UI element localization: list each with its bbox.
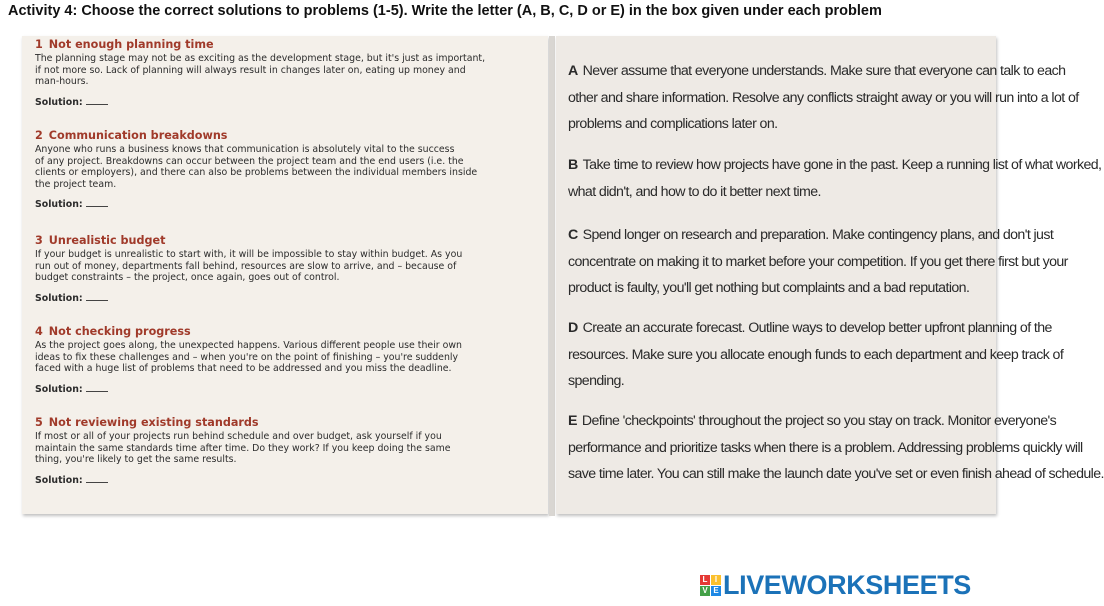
logo-text: LIVEWORKSHEETS (723, 569, 971, 600)
text-line: man-hours. (35, 76, 89, 88)
problem-description (35, 249, 540, 284)
solution-row (35, 95, 540, 108)
problem-description (35, 53, 540, 88)
solution-label: Solution: (35, 199, 83, 211)
text-line: performance and prioritize tasks when there is a problem. Addressing problems quickly will (568, 439, 1083, 456)
problem-5 (35, 416, 540, 486)
option-letter: D (568, 320, 578, 336)
text-line: Define 'checkpoints' throughout the project so you stay on track. Monitor everyone's (581, 413, 1057, 429)
solution-answer-box[interactable] (86, 95, 108, 105)
option-c (568, 222, 1068, 302)
problem-1 (35, 38, 540, 108)
option-d (568, 315, 1064, 395)
logo-mark-tile: V (700, 586, 710, 596)
problem-2 (35, 129, 540, 210)
problem-number: 4 (35, 325, 43, 338)
text-line: save time later. You can still make the launch date you've set or even finish ahead of schedule. (568, 466, 1104, 482)
text-line: the project team. (35, 178, 117, 190)
problem-4 (35, 325, 540, 395)
text-line: problems and complications later on. (568, 116, 778, 132)
solution-label: Solution: (35, 474, 83, 486)
solution-row (35, 382, 540, 395)
problems-panel (22, 36, 548, 514)
logo-mark-tile: E (711, 586, 721, 596)
solution-row (35, 291, 540, 304)
problem-title-text: Not reviewing existing standards (48, 416, 259, 429)
text-line: clients or employers), and there can also be problems between the individual members inside (35, 167, 478, 179)
logo-mark-tile: L (700, 575, 710, 585)
activity-instructions: Activity 4: Choose the correct solutions to problems (1-5). Write the letter (A, B, C, D or E) in the box given under each problem (8, 3, 882, 19)
option-a (568, 58, 1079, 138)
text-line: product is faulty, you'll get nothing but complaints and a bad reputation. (568, 280, 970, 296)
text-line: budget constraints – the project, once again, goes out of control. (35, 272, 340, 284)
text-line: run out of money, departments fall behind, resources are slow to arrive, and – because of (35, 260, 457, 272)
problem-title-text: Communication breakdowns (48, 129, 228, 142)
problem-number: 5 (35, 416, 43, 429)
solution-answer-box[interactable] (86, 291, 108, 301)
solution-label: Solution: (35, 383, 83, 395)
text-line: If most or all of your projects run behind schedule and over budget, ask yourself if you (35, 431, 442, 442)
problem-title (35, 325, 540, 338)
text-line: if not more so. Lack of planning will always result in changes later on, eating up money and (35, 64, 466, 76)
option-e (568, 408, 1104, 488)
text-line: other and share information. Resolve any conflicts straight away or you will run into a lot of (568, 89, 1079, 106)
problem-title-text: Not checking progress (48, 325, 191, 338)
text-line: Never assume that everyone understands. Make sure that everyone can talk to each (582, 63, 1066, 79)
solution-answer-box[interactable] (86, 197, 108, 207)
solution-label: Solution: (35, 292, 83, 304)
text-line: of any project. Breakdowns can occur between the project team and the end users (i.e. the (35, 155, 464, 167)
logo-mark-tile: I (711, 575, 721, 585)
option-letter: E (568, 413, 577, 429)
problem-3 (35, 234, 540, 304)
text-line: maintain the same standards time after time. Do they work? If you keep doing the same (35, 442, 451, 454)
problem-number: 2 (35, 129, 43, 142)
problem-title (35, 129, 540, 142)
problem-description (35, 340, 540, 375)
solution-row (35, 473, 540, 486)
text-line: If your budget is unrealistic to start with, it will be impossible to stay within budget. As you (35, 249, 463, 260)
text-line: Spend longer on research and preparation. Make contingency plans, and don't just (582, 227, 1054, 243)
text-line: thing, you're likely to get the same results. (35, 454, 237, 466)
text-line: Anyone who runs a business knows that communication is absolutely vital to the success (35, 144, 455, 155)
problem-number: 1 (35, 38, 43, 51)
option-letter: C (568, 227, 578, 243)
problem-title-text: Unrealistic budget (48, 234, 166, 247)
text-line: concentrate on making it to market before your competition. If you get there first but your (568, 253, 1068, 270)
problem-number: 3 (35, 234, 43, 247)
problem-description (35, 144, 540, 190)
text-line: ideas to fix these challenges and – when you're on the point of finishing – you're suddenly (35, 351, 459, 363)
solution-answer-box[interactable] (86, 473, 108, 483)
problem-title (35, 416, 540, 429)
text-line: resources. Make sure you allocate enough funds to each department and keep track of (568, 346, 1064, 363)
solution-label: Solution: (35, 96, 83, 108)
option-letter: A (568, 63, 578, 79)
option-letter: B (568, 157, 578, 173)
solutions-panel (556, 36, 1104, 514)
problem-title (35, 38, 540, 51)
problem-title (35, 234, 540, 247)
solution-row (35, 197, 540, 210)
panel-divider (549, 36, 555, 516)
liveworksheets-logo (700, 570, 971, 600)
problem-description (35, 431, 540, 466)
text-line: As the project goes along, the unexpected happens. Various different people use their own (35, 340, 462, 351)
text-line: Take time to review how projects have gone in the past. Keep a running list of what worked, (582, 157, 1102, 173)
solution-answer-box[interactable] (86, 382, 108, 392)
text-line: what didn't, and how to do it better next time. (568, 183, 821, 200)
text-line: spending. (568, 373, 625, 389)
logo-mark-icon (700, 575, 721, 596)
option-b (568, 152, 1102, 205)
text-line: Create an accurate forecast. Outline ways to develop better upfront planning of the (582, 320, 1052, 336)
text-line: The planning stage may not be as exciting as the development stage, but it's just as important, (35, 53, 486, 64)
text-line: faced with a huge list of problems that need to be addressed and you miss the deadline. (35, 363, 452, 375)
problem-title-text: Not enough planning time (48, 38, 214, 51)
